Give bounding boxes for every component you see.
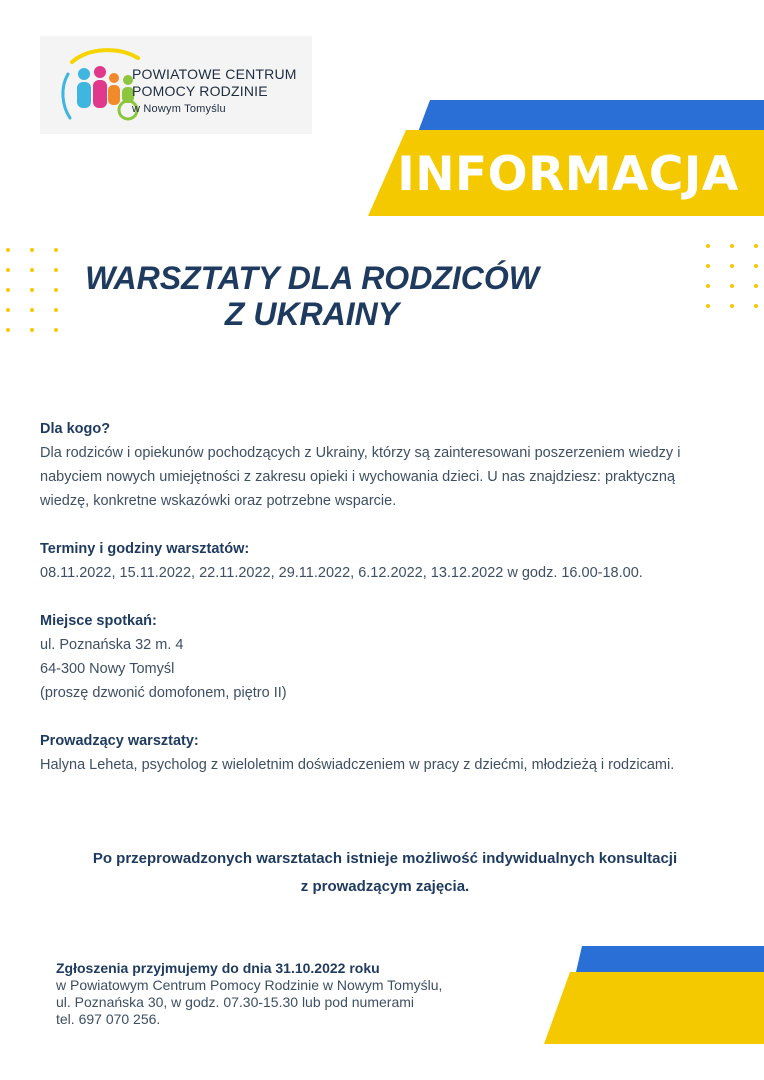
section-text-line: wiedzę, konkretne wskazówki oraz potrzebne wsparcie. bbox=[40, 493, 397, 509]
page-title bbox=[0, 260, 764, 332]
section-text-line: ul. Poznańska 32 m. 4 bbox=[40, 637, 184, 653]
section-instructor bbox=[40, 729, 730, 777]
page-title-line-1: WARSZTATY DLA RODZICÓW bbox=[85, 260, 539, 296]
section-dates bbox=[40, 537, 730, 585]
note-line-1: Po przeprowadzonych warsztatach istnieje możliwość indywidualnych konsultacji bbox=[92, 850, 678, 867]
section-text-line: (proszę dzwonić domofonem, piętro II) bbox=[40, 685, 287, 701]
note-line-2: z prowadzącym zajęcia. bbox=[300, 878, 470, 895]
section-label: Miejsce spotkań: bbox=[40, 613, 157, 629]
registration-heading: Zgłoszenia przyjmujemy do dnia 31.10.2022 roku bbox=[56, 960, 380, 976]
section-location bbox=[40, 609, 730, 705]
registration-line-3: tel. 697 070 256. bbox=[56, 1011, 161, 1027]
logo-line-3: w Nowym Tomyślu bbox=[132, 103, 226, 115]
content bbox=[40, 417, 730, 801]
section-text-line: Halyna Leheta, psycholog z wieloletnim doświadczeniem w pracy z dziećmi, młodzieżą i rodzicami. bbox=[40, 757, 675, 773]
logo-text bbox=[132, 66, 297, 118]
section-audience bbox=[40, 417, 730, 513]
registration-info bbox=[56, 960, 526, 1028]
consultation-note bbox=[40, 845, 730, 901]
registration-line-1: w Powiatowym Centrum Pomocy Rodzinie w Nowym Tomyślu, bbox=[56, 977, 443, 993]
logo-line-2: POMOCY RODZINIE bbox=[132, 83, 268, 99]
section-label: Dla kogo? bbox=[40, 421, 111, 437]
section-label: Prowadzący warsztaty: bbox=[40, 733, 199, 749]
section-text-line: 64-300 Nowy Tomyśl bbox=[40, 661, 175, 677]
page-title-line-2: Z UKRAINY bbox=[224, 296, 400, 332]
section-label: Terminy i godziny warsztatów: bbox=[40, 541, 250, 557]
section-text-line: nabyciem nowych umiejętności z zakresu opieki i wychowania dzieci. U nas znajdziesz: praktyczną bbox=[40, 469, 676, 485]
logo-line-1: POWIATOWE CENTRUM bbox=[132, 66, 297, 82]
corner-shape bbox=[540, 944, 764, 1044]
section-text-line: 08.11.2022, 15.11.2022, 22.11.2022, 29.11.2022, 6.12.2022, 13.12.2022 w godz. 16.00-18.00. bbox=[40, 565, 643, 581]
banner-title: INFORMACJA bbox=[397, 147, 739, 202]
logo bbox=[40, 36, 312, 134]
registration-line-2: ul. Poznańska 30, w godz. 07.30-15.30 lub pod numerami bbox=[56, 994, 415, 1010]
section-text-line: Dla rodziców i opiekunów pochodzących z Ukrainy, którzy są zainteresowani poszerzeniem wiedzy i bbox=[40, 445, 681, 461]
